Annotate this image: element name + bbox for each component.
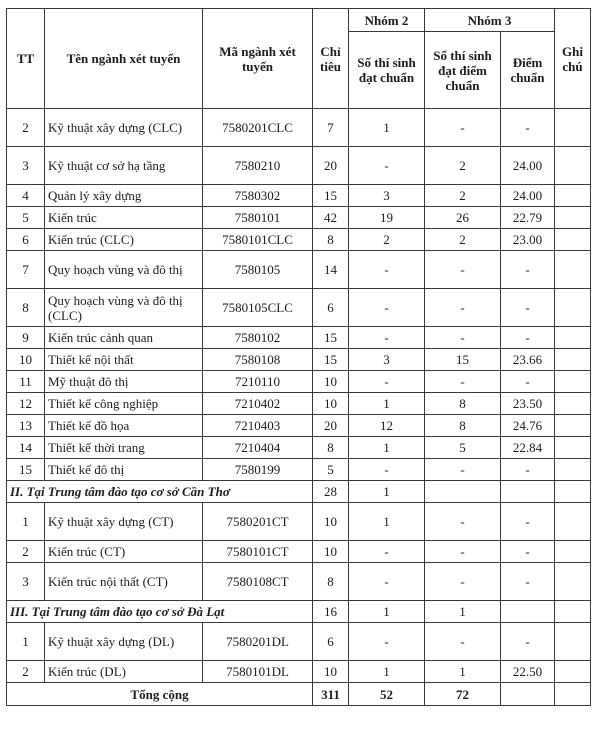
row-group3-score: 24.76 [501, 415, 555, 437]
row-group2-count: - [349, 327, 425, 349]
header-quota: Chỉ tiêu [313, 9, 349, 109]
row-group3-score: 23.66 [501, 349, 555, 371]
row-group3-score: - [501, 251, 555, 289]
row-major-code: 7580201CT [203, 503, 313, 541]
row-group2-count: 12 [349, 415, 425, 437]
row-major-code: 7580101CT [203, 541, 313, 563]
table-row [7, 251, 591, 289]
row-group3-count: 26 [425, 207, 501, 229]
row-quota: 6 [313, 289, 349, 327]
row-major-name: Kỹ thuật xây dựng (CT) [45, 503, 203, 541]
row-major-code: 7580108 [203, 349, 313, 371]
row-group2-count: 1 [349, 503, 425, 541]
row-major-name: Quy hoạch vùng và đô thị (CLC) [45, 289, 203, 327]
row-quota: 10 [313, 503, 349, 541]
row-group2-count: 19 [349, 207, 425, 229]
row-major-name: Thiết kế nội thất [45, 349, 203, 371]
row-note [555, 371, 591, 393]
row-group3-score: - [501, 289, 555, 327]
row-note [555, 251, 591, 289]
row-group3-count: - [425, 289, 501, 327]
row-tt: 9 [7, 327, 45, 349]
row-quota: 8 [313, 563, 349, 601]
row-group3-score: 22.79 [501, 207, 555, 229]
table-row [7, 563, 591, 601]
section-quota: 16 [313, 601, 349, 623]
admission-table [6, 8, 591, 706]
row-tt: 3 [7, 147, 45, 185]
row-major-name: Thiết kế thời trang [45, 437, 203, 459]
table-row [7, 185, 591, 207]
row-group3-score: 23.50 [501, 393, 555, 415]
section-group2-count: 1 [349, 481, 425, 503]
row-group3-count: - [425, 623, 501, 661]
header-tt: TT [7, 9, 45, 109]
row-group3-score: - [501, 623, 555, 661]
row-group2-count: - [349, 289, 425, 327]
section-row [7, 601, 591, 623]
row-note [555, 207, 591, 229]
row-group3-count: - [425, 503, 501, 541]
section-group3-score [501, 481, 555, 503]
total-group2-count: 52 [349, 683, 425, 706]
header-major-name: Tên ngành xét tuyển [45, 9, 203, 109]
row-major-name: Thiết kế đô thị [45, 459, 203, 481]
row-group2-count: 1 [349, 437, 425, 459]
row-group3-count: 8 [425, 393, 501, 415]
total-group3-score [501, 683, 555, 706]
row-group3-score: - [501, 563, 555, 601]
row-tt: 1 [7, 503, 45, 541]
row-note [555, 437, 591, 459]
row-note [555, 415, 591, 437]
row-major-code: 7580101 [203, 207, 313, 229]
table-row [7, 371, 591, 393]
row-quota: 8 [313, 229, 349, 251]
header-group2-count: Số thí sinh đạt chuẩn [349, 32, 425, 109]
header-group3-score: Điểm chuẩn [501, 32, 555, 109]
row-major-code: 7580199 [203, 459, 313, 481]
row-major-code: 7580302 [203, 185, 313, 207]
row-group2-count: - [349, 459, 425, 481]
row-quota: 8 [313, 437, 349, 459]
total-label: Tổng cộng [7, 683, 313, 706]
row-quota: 15 [313, 185, 349, 207]
row-note [555, 503, 591, 541]
section-note [555, 601, 591, 623]
row-note [555, 563, 591, 601]
row-tt: 15 [7, 459, 45, 481]
row-major-code: 7580101CLC [203, 229, 313, 251]
section-group2-count: 1 [349, 601, 425, 623]
row-major-name: Thiết kế đồ họa [45, 415, 203, 437]
row-tt: 2 [7, 661, 45, 683]
row-tt: 2 [7, 541, 45, 563]
table-row [7, 661, 591, 683]
row-note [555, 393, 591, 415]
table-row [7, 289, 591, 327]
row-group2-count: 3 [349, 185, 425, 207]
row-group3-count: - [425, 541, 501, 563]
row-note [555, 459, 591, 481]
row-tt: 3 [7, 563, 45, 601]
total-quota: 311 [313, 683, 349, 706]
table-row [7, 327, 591, 349]
row-group2-count: 2 [349, 229, 425, 251]
row-major-name: Thiết kế công nghiệp [45, 393, 203, 415]
row-major-code: 7580105CLC [203, 289, 313, 327]
row-quota: 42 [313, 207, 349, 229]
row-note [555, 289, 591, 327]
row-major-code: 7210402 [203, 393, 313, 415]
table-row [7, 229, 591, 251]
row-group3-count: - [425, 563, 501, 601]
table-row [7, 109, 591, 147]
row-group2-count: - [349, 251, 425, 289]
row-note [555, 623, 591, 661]
table-row [7, 415, 591, 437]
row-quota: 10 [313, 661, 349, 683]
row-quota: 6 [313, 623, 349, 661]
row-group2-count: - [349, 147, 425, 185]
row-major-code: 7210403 [203, 415, 313, 437]
row-group3-score: - [501, 459, 555, 481]
row-tt: 10 [7, 349, 45, 371]
row-quota: 10 [313, 393, 349, 415]
row-group3-count: 15 [425, 349, 501, 371]
row-group3-count: 8 [425, 415, 501, 437]
table-row [7, 207, 591, 229]
header-group3: Nhóm 3 [425, 9, 555, 32]
row-tt: 2 [7, 109, 45, 147]
row-group3-count: 2 [425, 147, 501, 185]
row-tt: 7 [7, 251, 45, 289]
table-row [7, 393, 591, 415]
table-row [7, 541, 591, 563]
row-note [555, 661, 591, 683]
row-major-name: Kiến trúc (DL) [45, 661, 203, 683]
row-group2-count: - [349, 563, 425, 601]
row-group3-score: - [501, 371, 555, 393]
header-note: Ghi chú [555, 9, 591, 109]
row-group3-score: 22.50 [501, 661, 555, 683]
row-group2-count: - [349, 623, 425, 661]
section-row [7, 481, 591, 503]
row-group3-score: 24.00 [501, 147, 555, 185]
row-major-name: Quản lý xây dựng [45, 185, 203, 207]
row-group3-count: - [425, 251, 501, 289]
row-major-code: 7580210 [203, 147, 313, 185]
row-major-name: Kiến trúc (CLC) [45, 229, 203, 251]
row-quota: 14 [313, 251, 349, 289]
row-group2-count: 1 [349, 109, 425, 147]
row-group3-count: - [425, 459, 501, 481]
row-group3-score: - [501, 503, 555, 541]
row-major-code: 7210110 [203, 371, 313, 393]
row-group2-count: 1 [349, 661, 425, 683]
row-group3-count: 2 [425, 185, 501, 207]
row-quota: 20 [313, 415, 349, 437]
row-major-code: 7580108CT [203, 563, 313, 601]
table-row [7, 437, 591, 459]
row-quota: 15 [313, 349, 349, 371]
row-quota: 7 [313, 109, 349, 147]
row-group3-count: 2 [425, 229, 501, 251]
row-tt: 11 [7, 371, 45, 393]
row-major-code: 7580101DL [203, 661, 313, 683]
row-group3-count: - [425, 327, 501, 349]
table-body [7, 109, 591, 706]
row-group3-score: - [501, 109, 555, 147]
section-group3-count: 1 [425, 601, 501, 623]
row-quota: 15 [313, 327, 349, 349]
row-group3-score: - [501, 327, 555, 349]
row-group2-count: 1 [349, 393, 425, 415]
row-tt: 13 [7, 415, 45, 437]
row-major-name: Kỹ thuật xây dựng (CLC) [45, 109, 203, 147]
row-major-name: Kiến trúc (CT) [45, 541, 203, 563]
row-group3-score: 24.00 [501, 185, 555, 207]
total-row [7, 683, 591, 706]
row-group3-count: 1 [425, 661, 501, 683]
row-tt: 14 [7, 437, 45, 459]
row-note [555, 349, 591, 371]
row-tt: 4 [7, 185, 45, 207]
total-group3-count: 72 [425, 683, 501, 706]
table-row [7, 459, 591, 481]
header-group3-count: Số thí sinh đạt điểm chuẩn [425, 32, 501, 109]
table-row [7, 623, 591, 661]
row-quota: 10 [313, 541, 349, 563]
row-major-name: Kiến trúc cảnh quan [45, 327, 203, 349]
row-tt: 12 [7, 393, 45, 415]
row-tt: 5 [7, 207, 45, 229]
row-note [555, 229, 591, 251]
row-group2-count: 3 [349, 349, 425, 371]
section-title: II. Tại Trung tâm đào tạo cơ sở Cần Thơ [7, 481, 313, 503]
row-major-code: 7580201CLC [203, 109, 313, 147]
row-major-name: Kỹ thuật xây dựng (DL) [45, 623, 203, 661]
section-note [555, 481, 591, 503]
row-group2-count: - [349, 371, 425, 393]
row-tt: 1 [7, 623, 45, 661]
row-major-name: Quy hoạch vùng và đô thị [45, 251, 203, 289]
row-group3-count: 5 [425, 437, 501, 459]
section-quota: 28 [313, 481, 349, 503]
row-group3-count: - [425, 371, 501, 393]
row-major-code: 7210404 [203, 437, 313, 459]
header-major-code: Mã ngành xét tuyển [203, 9, 313, 109]
row-major-name: Kiến trúc [45, 207, 203, 229]
row-group3-score: 23.00 [501, 229, 555, 251]
row-group2-count: - [349, 541, 425, 563]
row-quota: 5 [313, 459, 349, 481]
row-tt: 8 [7, 289, 45, 327]
table-row [7, 349, 591, 371]
row-quota: 10 [313, 371, 349, 393]
row-note [555, 327, 591, 349]
row-major-code: 7580201DL [203, 623, 313, 661]
table-row [7, 503, 591, 541]
table-row [7, 147, 591, 185]
section-group3-score [501, 601, 555, 623]
row-group3-count: - [425, 109, 501, 147]
admission-results-document [6, 8, 590, 706]
row-major-name: Mỹ thuật đô thị [45, 371, 203, 393]
row-major-name: Kỹ thuật cơ sở hạ tầng [45, 147, 203, 185]
row-major-code: 7580102 [203, 327, 313, 349]
row-note [555, 147, 591, 185]
row-major-name: Kiến trúc nội thất (CT) [45, 563, 203, 601]
header-group2: Nhóm 2 [349, 9, 425, 32]
row-group3-score: 22.84 [501, 437, 555, 459]
total-note [555, 683, 591, 706]
row-major-code: 7580105 [203, 251, 313, 289]
row-quota: 20 [313, 147, 349, 185]
row-note [555, 109, 591, 147]
row-group3-score: - [501, 541, 555, 563]
row-note [555, 541, 591, 563]
row-note [555, 185, 591, 207]
section-title: III. Tại Trung tâm đào tạo cơ sở Đà Lạt [7, 601, 313, 623]
row-tt: 6 [7, 229, 45, 251]
section-group3-count [425, 481, 501, 503]
